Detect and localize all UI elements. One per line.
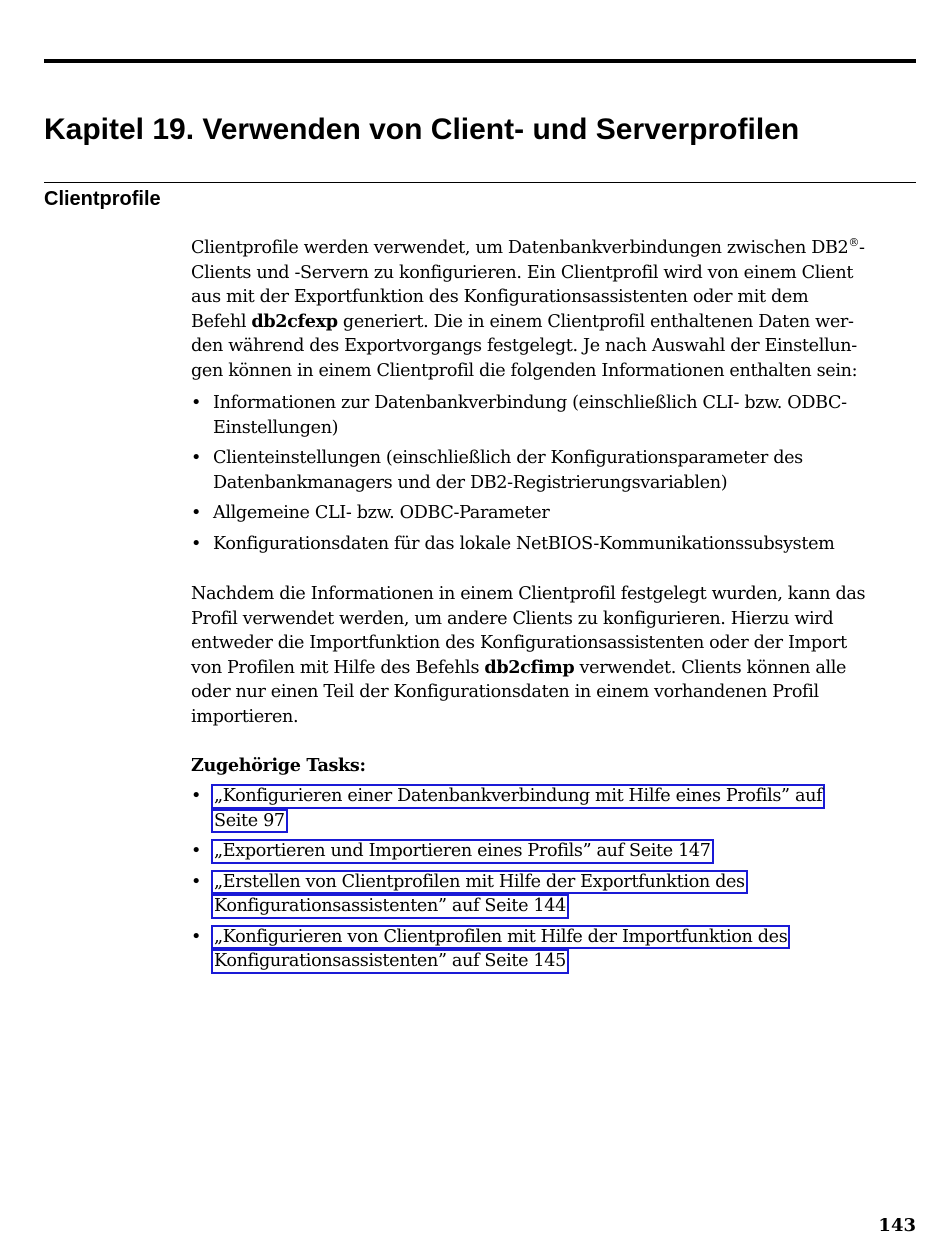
paragraph-line: Profil verwendet werden, um andere Clients zu konfigurieren. Hierzu wird	[191, 608, 834, 629]
bullet: •	[191, 871, 202, 892]
bullet: •	[191, 926, 202, 947]
task-link-configure-profiles-page[interactable]: Konfigurationsassistenten” auf Seite 145	[211, 949, 569, 974]
section-rule	[44, 182, 916, 183]
bullet: •	[191, 503, 202, 523]
bullet: •	[191, 448, 202, 468]
task-link-item	[191, 784, 825, 833]
task-link-create-profiles[interactable]: „Erstellen von Clientprofilen mit Hilfe der Exportfunktion des	[211, 870, 748, 895]
list-item: • Allgemeine CLI- bzw. ODBC-Parameter	[191, 501, 847, 526]
task-link-export-import[interactable]: „Exportieren und Importieren eines Profils” auf Seite 147	[211, 839, 714, 864]
import-paragraph	[191, 582, 865, 729]
list-item: • Clienteinstellungen (einschließlich der Konfigurationsparameter des Datenbankmanagers und der DB2-Registrierungsvariablen)	[191, 448, 803, 493]
command-name: db2cfexp	[251, 310, 338, 332]
bullet: •	[191, 533, 202, 554]
intro-paragraph	[191, 236, 865, 383]
paragraph-line: oder nur einen Teil der Konfigurationsdaten in einem vorhandenen Profil	[191, 682, 819, 702]
list-item: • Konfigurationsdaten für das lokale NetBIOS-Kommunikationssubsystem	[191, 532, 847, 557]
paragraph-line: Clientprofile werden verwendet, um Datenbankverbindungen zwischen DB2®-	[191, 236, 865, 258]
registered-mark: ®	[848, 236, 860, 250]
chapter-title: Kapitel 19. Verwenden von Client- und Serverprofilen	[44, 113, 800, 146]
bullet: •	[191, 393, 202, 413]
paragraph-line: Befehl db2cfexp generiert. Die in einem Clientprofil enthaltenen Daten wer-	[191, 310, 854, 332]
paragraph-line: von Profilen mit Hilfe des Befehls db2cfimp verwendet. Clients können alle	[191, 656, 847, 678]
bullet: •	[191, 841, 202, 861]
info-list	[191, 391, 847, 562]
paragraph-line: Nachdem die Informationen in einem Clientprofil festgelegt wurden, kann das	[191, 584, 866, 604]
paragraph-line: aus mit der Exportfunktion des Konfigurationsassistenten oder mit dem	[191, 287, 809, 307]
section-title: Clientprofile	[44, 188, 161, 210]
task-link-item	[191, 925, 825, 974]
task-link-configure-connection-page[interactable]: Seite 97	[211, 809, 288, 834]
paragraph-line: den während des Exportvorgangs festgelegt. Je nach Auswahl der Einstellun-	[191, 336, 857, 356]
top-rule	[44, 59, 916, 63]
paragraph-line: Clients und -Servern zu konfigurieren. Ein Clientprofil wird von einem Client	[191, 262, 854, 283]
task-link-configure-connection[interactable]: „Konfigurieren einer Datenbankverbindung mit Hilfe eines Profils” auf	[211, 784, 825, 809]
paragraph-line: gen können in einem Clientprofil die folgenden Informationen enthalten sein:	[191, 360, 858, 381]
command-name: db2cfimp	[484, 656, 575, 678]
task-link-create-profiles-page[interactable]: Konfigurationsassistenten” auf Seite 144	[211, 894, 569, 919]
task-link-item	[191, 870, 825, 919]
task-link-item	[191, 839, 825, 864]
list-item: • Informationen zur Datenbankverbindung (einschließlich CLI- bzw. ODBC- Einstellungen)	[191, 393, 847, 438]
paragraph-line: importieren.	[191, 706, 299, 727]
paragraph-line: entweder die Importfunktion des Konfigurationsassistenten oder der Import	[191, 633, 847, 653]
page-number: 143	[878, 1215, 916, 1236]
related-tasks-heading: Zugehörige Tasks:	[191, 755, 366, 776]
related-tasks-list	[191, 784, 825, 980]
task-link-configure-profiles[interactable]: „Konfigurieren von Clientprofilen mit Hilfe der Importfunktion des	[211, 925, 790, 950]
bullet: •	[191, 786, 202, 806]
